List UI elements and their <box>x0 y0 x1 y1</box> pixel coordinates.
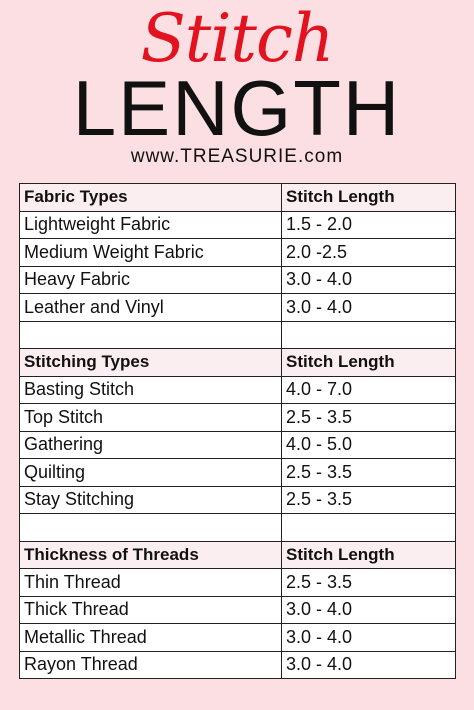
stitch-length-cell: 4.0 - 5.0 <box>282 431 456 459</box>
table-row <box>20 459 456 487</box>
empty-cell <box>20 514 282 542</box>
table-row <box>20 376 456 404</box>
section-header-row <box>20 184 456 212</box>
main-title: LENGTH <box>72 64 402 152</box>
stitch-length-header: Stitch Length <box>282 541 456 569</box>
table-row <box>20 211 456 239</box>
item-name-cell: Metallic Thread <box>20 624 282 652</box>
empty-cell <box>20 321 282 349</box>
item-name-cell: Heavy Fabric <box>20 266 282 294</box>
stitch-length-cell: 3.0 - 4.0 <box>282 266 456 294</box>
empty-cell <box>282 514 456 542</box>
item-name-cell: Leather and Vinyl <box>20 294 282 322</box>
spacer-row <box>20 321 456 349</box>
stitch-length-cell: 2.5 - 3.5 <box>282 404 456 432</box>
table-row <box>20 596 456 624</box>
section-header-label: Stitching Types <box>20 349 282 377</box>
website-url: www.TREASURIE.com <box>130 146 344 167</box>
stitch-length-header: Stitch Length <box>282 184 456 212</box>
stitch-length-cell: 3.0 - 4.0 <box>282 651 456 679</box>
stitch-length-cell: 1.5 - 2.0 <box>282 211 456 239</box>
item-name-cell: Quilting <box>20 459 282 487</box>
script-title: Stitch <box>140 0 334 77</box>
stitch-length-header: Stitch Length <box>282 349 456 377</box>
empty-cell <box>282 321 456 349</box>
item-name-cell: Stay Stitching <box>20 486 282 514</box>
table-row <box>20 486 456 514</box>
table-row <box>20 431 456 459</box>
item-name-cell: Lightweight Fabric <box>20 211 282 239</box>
section-header-row <box>20 349 456 377</box>
table-row <box>20 266 456 294</box>
item-name-cell: Thin Thread <box>20 569 282 597</box>
table-row <box>20 569 456 597</box>
item-name-cell: Medium Weight Fabric <box>20 239 282 267</box>
table-body <box>20 184 456 679</box>
stitch-length-cell: 2.5 - 3.5 <box>282 569 456 597</box>
item-name-cell: Gathering <box>20 431 282 459</box>
section-header-label: Fabric Types <box>20 184 282 212</box>
stitch-length-cell: 2.5 - 3.5 <box>282 459 456 487</box>
spacer-row <box>20 514 456 542</box>
item-name-cell: Thick Thread <box>20 596 282 624</box>
stitch-length-table <box>19 183 456 679</box>
stitch-length-cell: 3.0 - 4.0 <box>282 624 456 652</box>
section-header-label: Thickness of Threads <box>20 541 282 569</box>
table-row <box>20 239 456 267</box>
item-name-cell: Top Stitch <box>20 404 282 432</box>
table-row <box>20 294 456 322</box>
item-name-cell: Rayon Thread <box>20 651 282 679</box>
item-name-cell: Basting Stitch <box>20 376 282 404</box>
stitch-length-cell: 2.5 - 3.5 <box>282 486 456 514</box>
table-row <box>20 624 456 652</box>
stitch-length-cell: 3.0 - 4.0 <box>282 294 456 322</box>
table-row <box>20 651 456 679</box>
section-header-row <box>20 541 456 569</box>
table-row <box>20 404 456 432</box>
stitch-length-cell: 2.0 -2.5 <box>282 239 456 267</box>
stitch-length-cell: 4.0 - 7.0 <box>282 376 456 404</box>
stitch-length-cell: 3.0 - 4.0 <box>282 596 456 624</box>
